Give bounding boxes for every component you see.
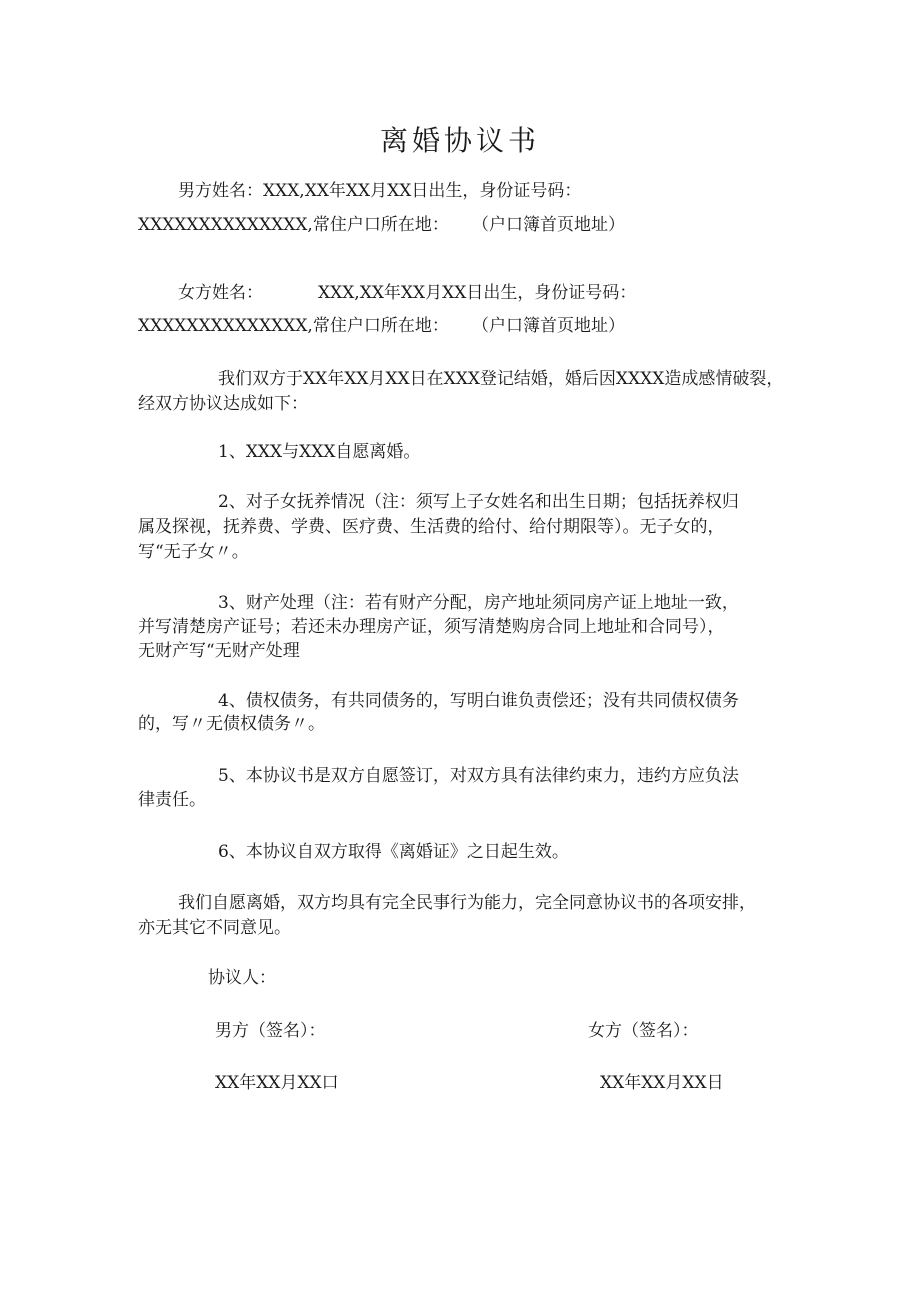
wife-name-label: 女方姓名： bbox=[178, 283, 263, 303]
clause-2-line3: 写“无子女〃。 bbox=[138, 542, 249, 562]
husband-id-residence: XXXXXXXXXXXXXX,常住户口所在地： bbox=[138, 215, 449, 235]
parties-label: 协议人： bbox=[208, 968, 276, 988]
wife-signature-date: XX年XX月XX日 bbox=[600, 1073, 724, 1093]
clause-1: 1、XXX与XXX自愿离婚。 bbox=[218, 442, 421, 462]
wife-info-line1: XXX,XX年XX月XX日出生，身份证号码： bbox=[318, 283, 637, 303]
husband-signature-label: 男方（签名）： bbox=[215, 1021, 326, 1041]
closing-line1: 我们自愿离婚，双方均具有完全民事行为能力，完全同意协议书的各项安排， bbox=[178, 893, 756, 913]
intro-line2: 经双方协议达成如下： bbox=[138, 394, 308, 414]
husband-signature-date: XX年XX月XX口 bbox=[215, 1073, 339, 1093]
clause-2-line2: 属及探视，抚养费、学费、医疗费、生活费的给付、给付期限等）。无子女的， bbox=[138, 517, 725, 537]
wife-signature-label: 女方（签名）： bbox=[588, 1021, 699, 1041]
husband-address-placeholder: （户口簿首页地址） bbox=[472, 215, 625, 235]
intro-line1: 我们双方于XX年XX月XX日在XXX登记结婚，婚后因XXXX造成感情破裂， bbox=[218, 369, 784, 389]
clause-2-line1: 2、对子女抚养情况（注：须写上子女姓名和出生日期；包括抚养权归 bbox=[218, 492, 739, 512]
clause-6: 6、本协议自双方取得《离婚证》之日起生效。 bbox=[218, 842, 569, 862]
clause-3-line3: 无财产写“无财产处理 bbox=[138, 641, 300, 661]
clause-4-line1: 4、债权债务，有共同债务的，写明白谁负责偿还；没有共同债权债务 bbox=[218, 691, 739, 711]
clause-5-line2: 律责任。 bbox=[138, 790, 206, 810]
clause-5-line1: 5、本协议书是双方自愿签订，对双方具有法律约束力，违约方应负法 bbox=[218, 766, 739, 786]
clause-4-line2: 的，写〃无债权债务〃。 bbox=[138, 714, 325, 734]
husband-info-line1: 男方姓名：XXX,XX年XX月XX日出生，身份证号码： bbox=[178, 181, 582, 201]
wife-id-residence: XXXXXXXXXXXXXX,常住户口所在地： bbox=[138, 316, 449, 336]
closing-line2: 亦无其它不同意见。 bbox=[138, 918, 291, 938]
clause-3-line2: 并写清楚房产证号；若还未办理房产证，须写清楚购房合同上地址和合同号）， bbox=[138, 617, 725, 637]
document-title: 离婚协议书 bbox=[379, 124, 540, 157]
wife-address-placeholder: （户口簿首页地址） bbox=[472, 316, 625, 336]
clause-3-line1: 3、财产处理（注：若有财产分配，房产地址须同房产证上地址一致， bbox=[218, 593, 739, 613]
